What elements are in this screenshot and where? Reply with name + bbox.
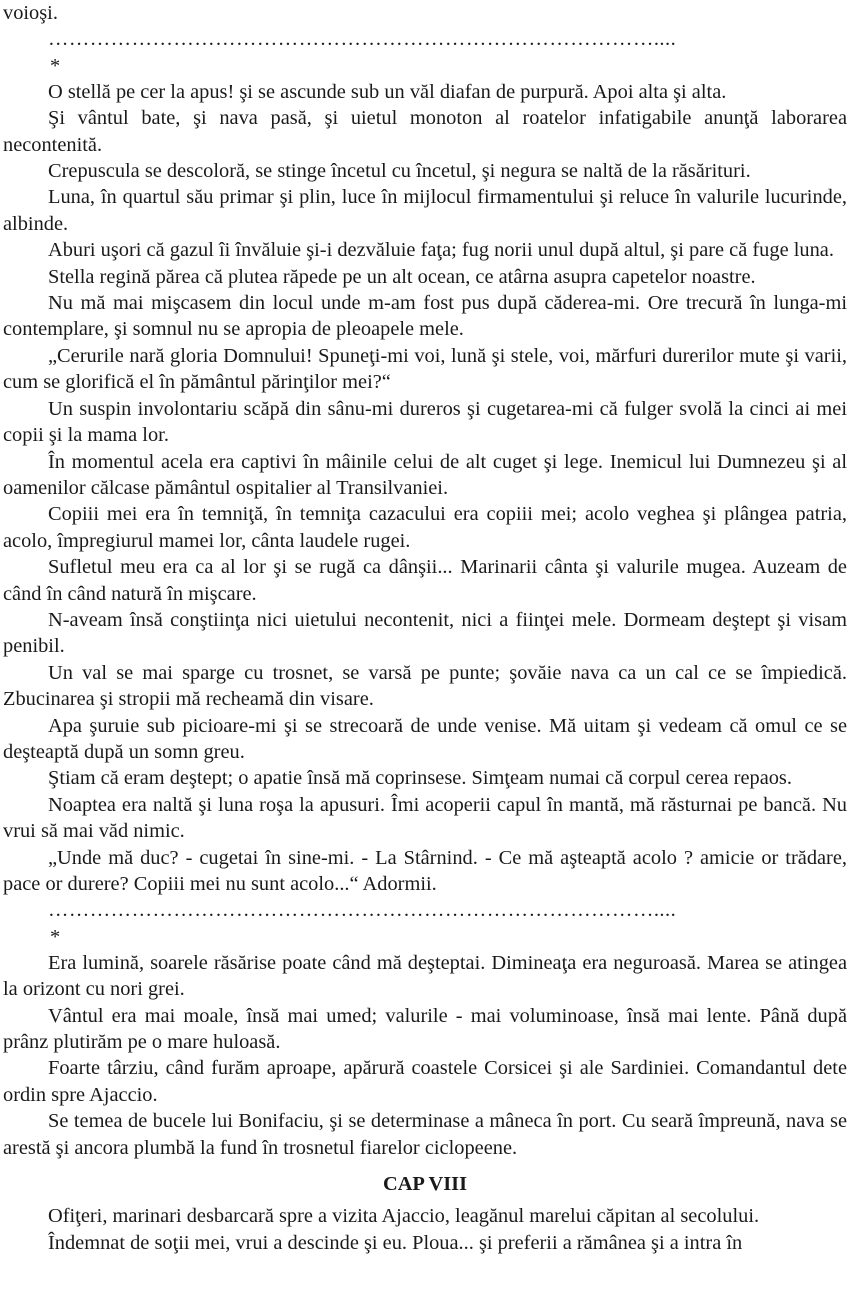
separator-dots: ……………………………………………………………………………....	[48, 28, 677, 51]
paragraph: Îndemnat de soţii mei, vrui a descinde şi eu. Ploua... şi preferii a rămânea şi a intra în	[48, 1231, 743, 1254]
paragraph: N-aveam însă conştiinţa nici uietului necontenit, nici a fiinţei mele. Dormeam deştept şi visam penibil.	[3, 608, 847, 658]
paragraph: Luna, în quartul său primar şi plin, luce în mijlocul firmamentului şi reluce în valurile lucurinde, albinde.	[3, 186, 847, 235]
paragraph: Un val se mai sparge cu trosnet, se varsă pe punte; şovăie nava ca un cal ce se împiedică. Zbucinarea şi stropii mă recheamă din visare.	[3, 661, 847, 711]
paragraph-top-fragment: voioşi.	[3, 2, 58, 24]
paragraph: Sufletul meu era ca al lor şi se rugă ca dânşii... Marinarii cânta şi valurile mugea. Auzeam de când în când natură în mişcare.	[3, 556, 847, 605]
paragraph: În momentul acela era captivi în mâinile celui de alt cuget şi lege. Inemicul lui Dumnezeu şi al oamenilor călcase pământul ospitalier al Transilvaniei.	[3, 450, 847, 499]
paragraph: Şi vântul bate, şi nava pasă, şi uietul monoton al roatelor infatigabile anunţă laborarea necontenită.	[3, 107, 847, 156]
paragraph: „Unde mă duc? - cugetai în sine-mi. - La Stârnind. - Ce mă aşteaptă acolo ? amicie or trădare, pace or durere? Copiii mei nu sunt acolo...“ Adormii.	[3, 846, 847, 895]
section-2	[3, 950, 847, 1161]
separator-dots: ……………………………………………………………………………....	[48, 899, 677, 922]
paragraph: Un suspin involontariu scăpă din sânu-mi dureros şi cugetarea-mi că fulger svolă la cinci ai mei copii şi la mama lor.	[3, 397, 847, 447]
paragraph: Crepuscula se descoloră, se stinge încetul cu încetul, şi negura se naltă de la răsărituri.	[48, 160, 751, 183]
paragraph: Vântul era mai moale, însă mai umed; valurile - mai voluminoase, însă mai lente. Până după prânz plutirăm pe o mare huloasă.	[3, 1004, 847, 1054]
chapter-heading: CAP VIII	[382, 1173, 468, 1196]
paragraph: Copiii mei era în temniţă, în temniţa cazacului era copiii mei; acolo veghea şi plângea patria, acolo, împregiurul mamei lor, cânta laudele rugei.	[3, 503, 847, 552]
paragraph: Aburi uşori că gazul îi învăluie şi-i dezvăluie faţa; fug norii unul după altul, şi pare că fuge luna.	[48, 239, 834, 262]
paragraph: Ştiam că eram deştept; o apatie însă mă coprinsese. Simţeam numai că corpul cerea repaos.	[48, 767, 792, 790]
section-1	[3, 79, 847, 898]
paragraph: Foarte târziu, când furăm aproape, apărură coastele Corsicei şi ale Sardiniei. Comandantul dete ordin spre Ajaccio.	[3, 1057, 847, 1106]
paragraph: Ofiţeri, marinari desbarcară spre a vizita Ajaccio, leagănul marelui căpitan al secolului.	[48, 1205, 760, 1228]
paragraph: Stella regină părea că plutea răpede pe un alt ocean, ce atârna asupra capetelor noastre.	[48, 265, 756, 288]
paragraph: O stellă pe cer la apus! şi se ascunde sub un văl diafan de purpură. Apoi alta şi alta.	[48, 80, 727, 103]
paragraph: Apa şuruie sub picioare-mi şi se strecoară de unde venise. Mă uitam şi vedeam că omul ce se deşteaptă după un somn greu.	[3, 714, 847, 763]
paragraph: Era lumină, soarele răsărise poate când mă deşteptai. Dimineaţa era neguroasă. Marea se atingea la orizont cu nori grei.	[3, 951, 847, 1001]
paragraph: Se temea de bucele lui Bonifaciu, şi se determinase a mâneca în port. Cu seară împreună, nava se arestă şi ancora plumbă la fund în trosnetul fiarelor ciclopeene.	[3, 1110, 847, 1159]
paragraph: Noaptea era naltă şi luna roşa la apusuri. Îmi acoperii capul în mantă, mă răsturnai pe bancă. Nu vrui să mai văd nimic.	[3, 793, 847, 843]
paragraph: „Cerurile nară gloria Domnului! Spuneţi-mi voi, lună şi stele, voi, mărfuri durerilor mute şi varii, cum se glorifică el în pământul părinţilor mei?“	[3, 344, 847, 394]
separator-star: *	[50, 54, 61, 77]
paragraph: Nu mă mai mişcasem din locul unde m-am fost pus după căderea-mi. Ore trecură în lunga-mi contemplare, şi somnul nu se apropia de pleoapele mele.	[3, 292, 847, 341]
section-3	[3, 1203, 847, 1256]
separator-star: *	[50, 925, 61, 948]
